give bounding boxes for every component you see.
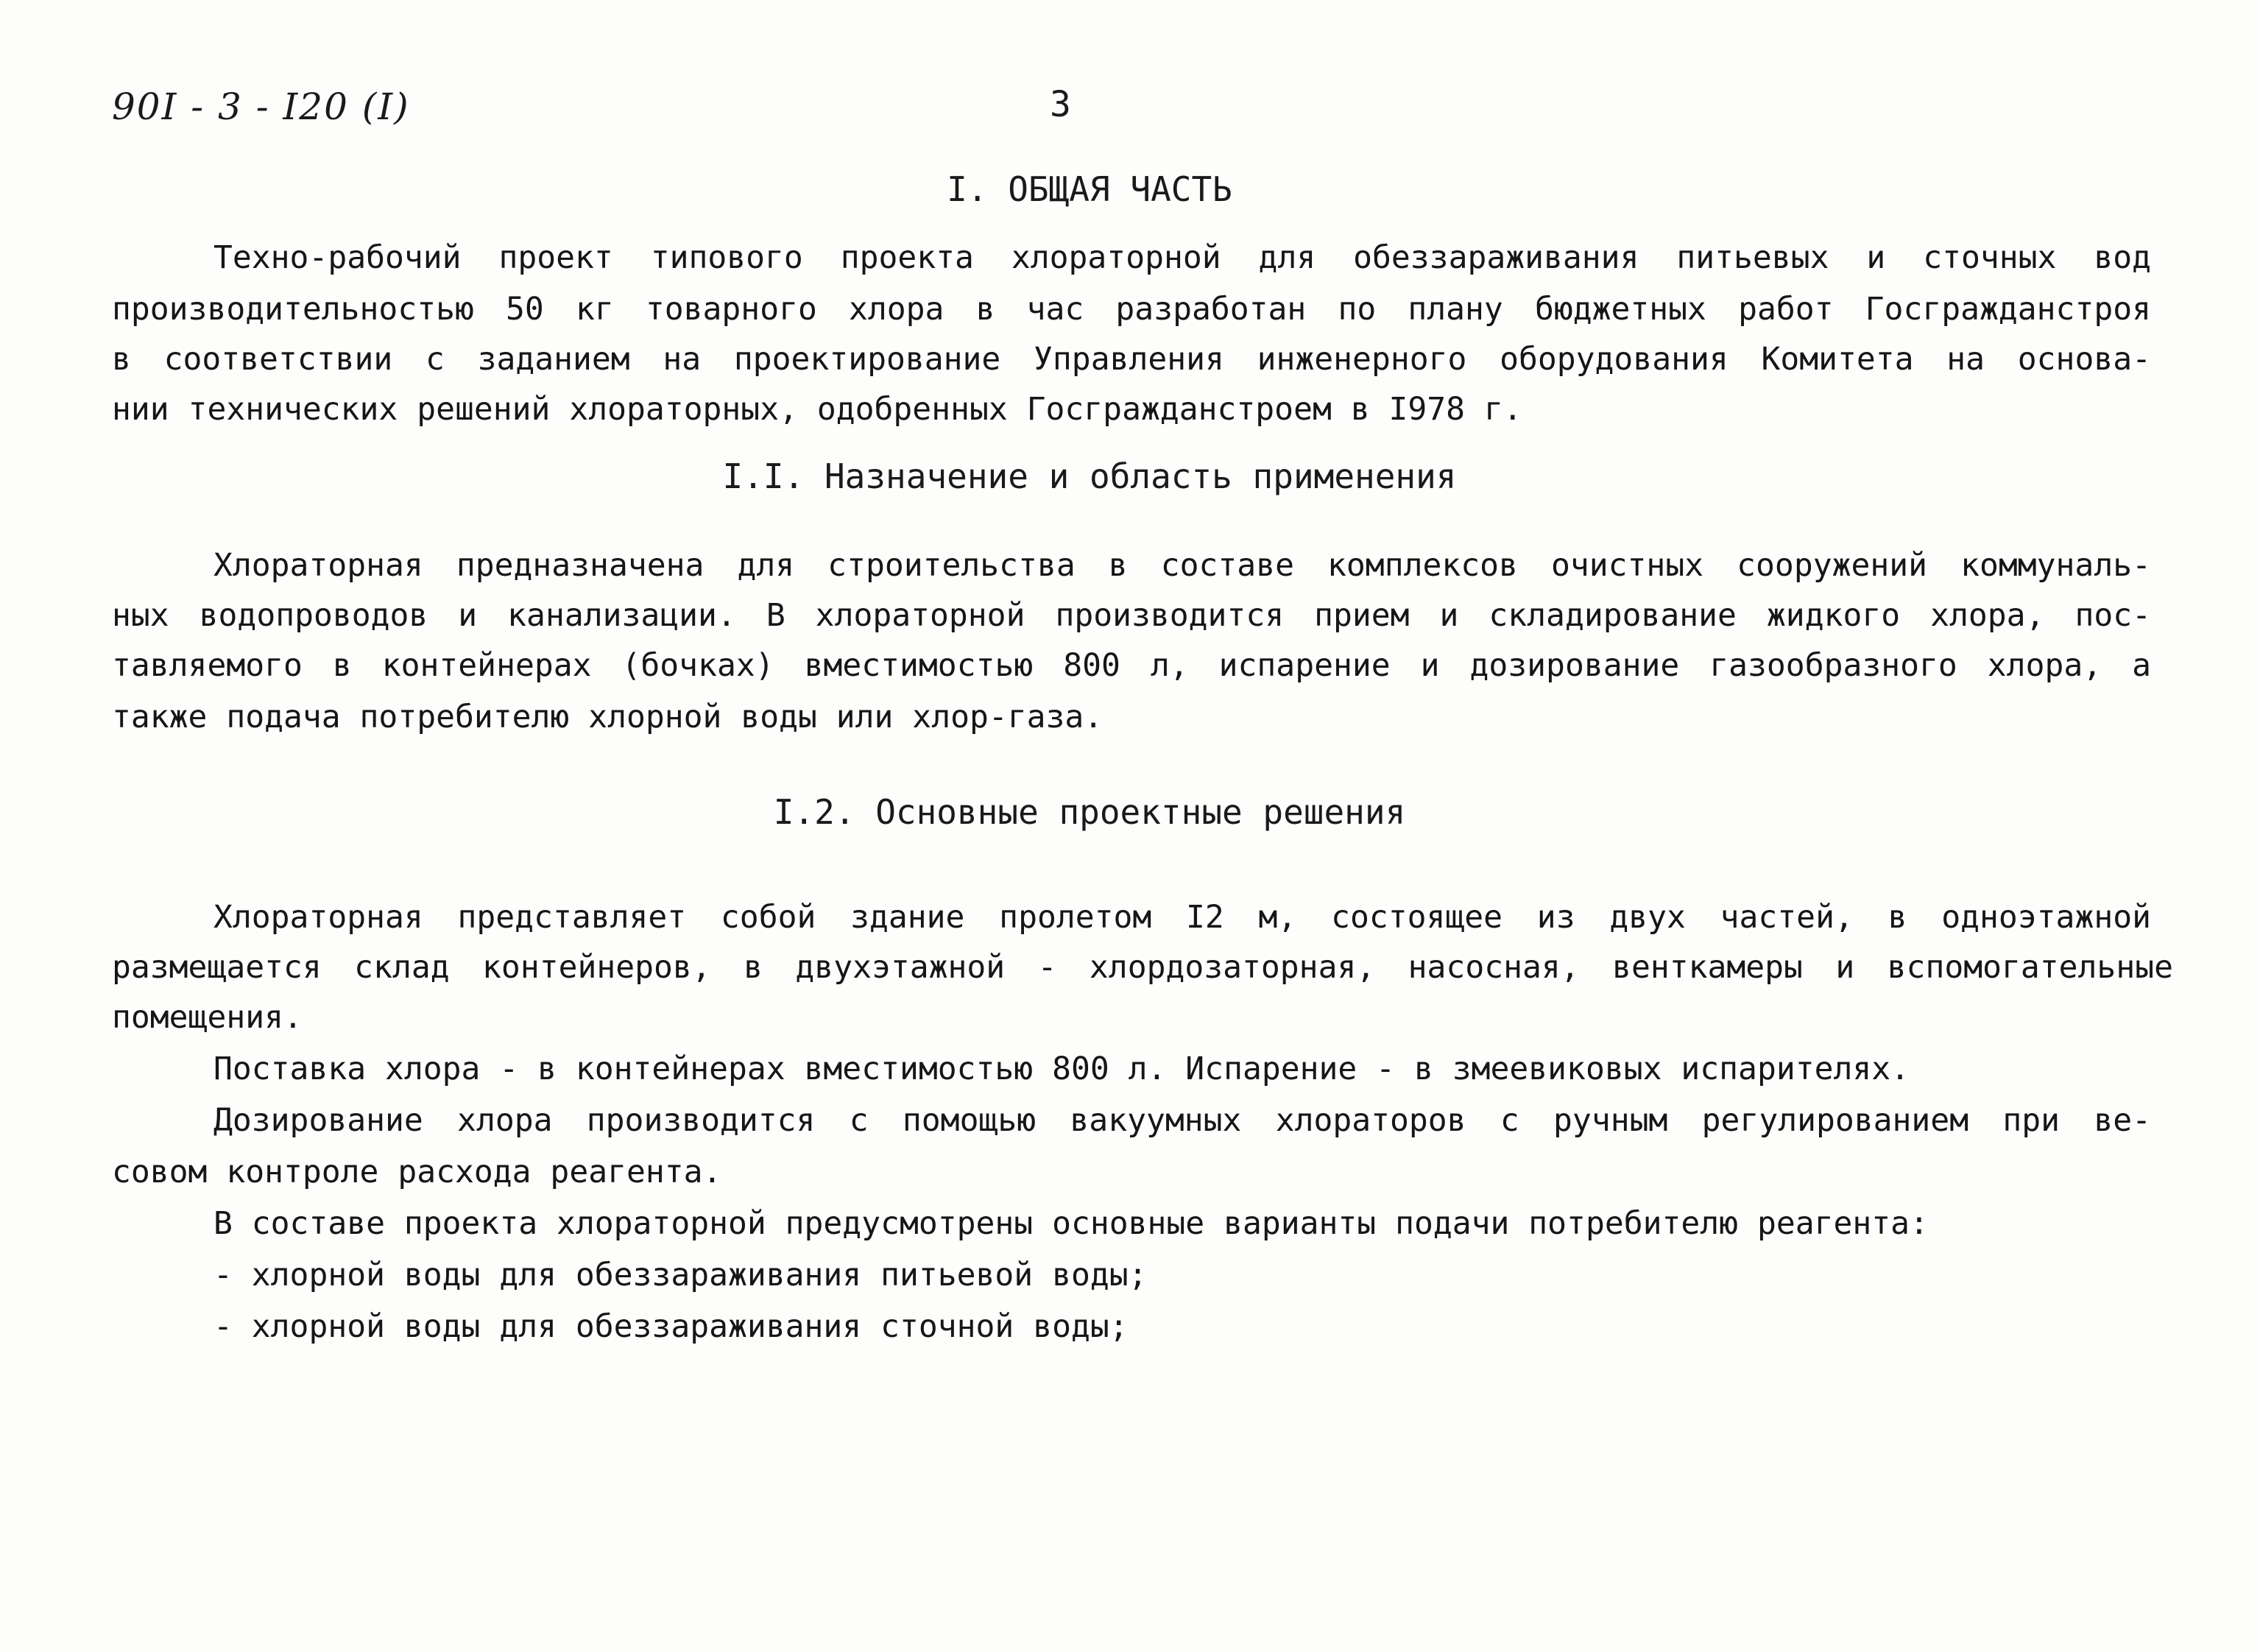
paragraph-line: Поставка хлора - в контейнерах вместимостью 800 л. Испарение - в змеевиковых испарителях. [213, 1051, 1910, 1087]
paragraph-line: совом контроле расхода реагента. [112, 1154, 722, 1190]
paragraph-line: нии технических решений хлораторных, одобренных Госгражданстроем в I978 г. [112, 391, 1522, 428]
paragraph-line: ных водопроводов и канализации. В хлораторной производится прием и складирование жидкого хлора, пос- [112, 597, 2151, 634]
paragraph-line: Хлораторная представляет собой здание пролетом I2 м, состоящее из двух частей, в одноэтажной [213, 899, 2151, 936]
page-number: 3 [1050, 84, 1071, 125]
paragraph-line: В составе проекта хлораторной предусмотрены основные варианты подачи потребителю реагента: [213, 1205, 1929, 1242]
paragraph-line: помещения. [112, 999, 303, 1036]
list-item: - хлорной воды для обеззараживания сточной воды; [213, 1308, 1129, 1345]
list-item: - хлорной воды для обеззараживания питьевой воды; [213, 1257, 1148, 1293]
paragraph-line: размещается склад контейнеров, в двухэтажной - хлордозаторная, насосная, венткамеры и вспомогательные [112, 949, 2173, 986]
paragraph-line: производительностью 50 кг товарного хлора в час разработан по плану бюджетных работ Госгражданстроя [112, 291, 2151, 328]
paragraph-line: Техно-рабочий проект типового проекта хлораторной для обеззараживания питьевых и сточных вод [213, 239, 2151, 276]
paragraph-line: Хлораторная предназначена для строительства в составе комплексов очистных сооружений коммуналь- [213, 547, 2151, 584]
paragraph-line: также подача потребителю хлорной воды или хлор-газа. [112, 699, 1103, 735]
section-heading-purpose: I.I. Назначение и область применения [722, 456, 1457, 496]
section-heading-design: I.2. Основные проектные решения [773, 792, 1406, 832]
paragraph-line: тавляемого в контейнерах (бочках) вместимостью 800 л, испарение и дозирование газообразного хлора, а [112, 647, 2151, 684]
section-heading-general: I. ОБЩАЯ ЧАСТЬ [947, 169, 1232, 209]
document-code: 90I - 3 - I20 (I) [112, 85, 410, 128]
paragraph-line: Дозирование хлора производится с помощью вакуумных хлораторов с ручным регулированием при ве- [213, 1102, 2151, 1139]
paragraph-line: в соответствии с заданием на проектирование Управления инженерного оборудования Комитета на основа- [112, 341, 2151, 378]
